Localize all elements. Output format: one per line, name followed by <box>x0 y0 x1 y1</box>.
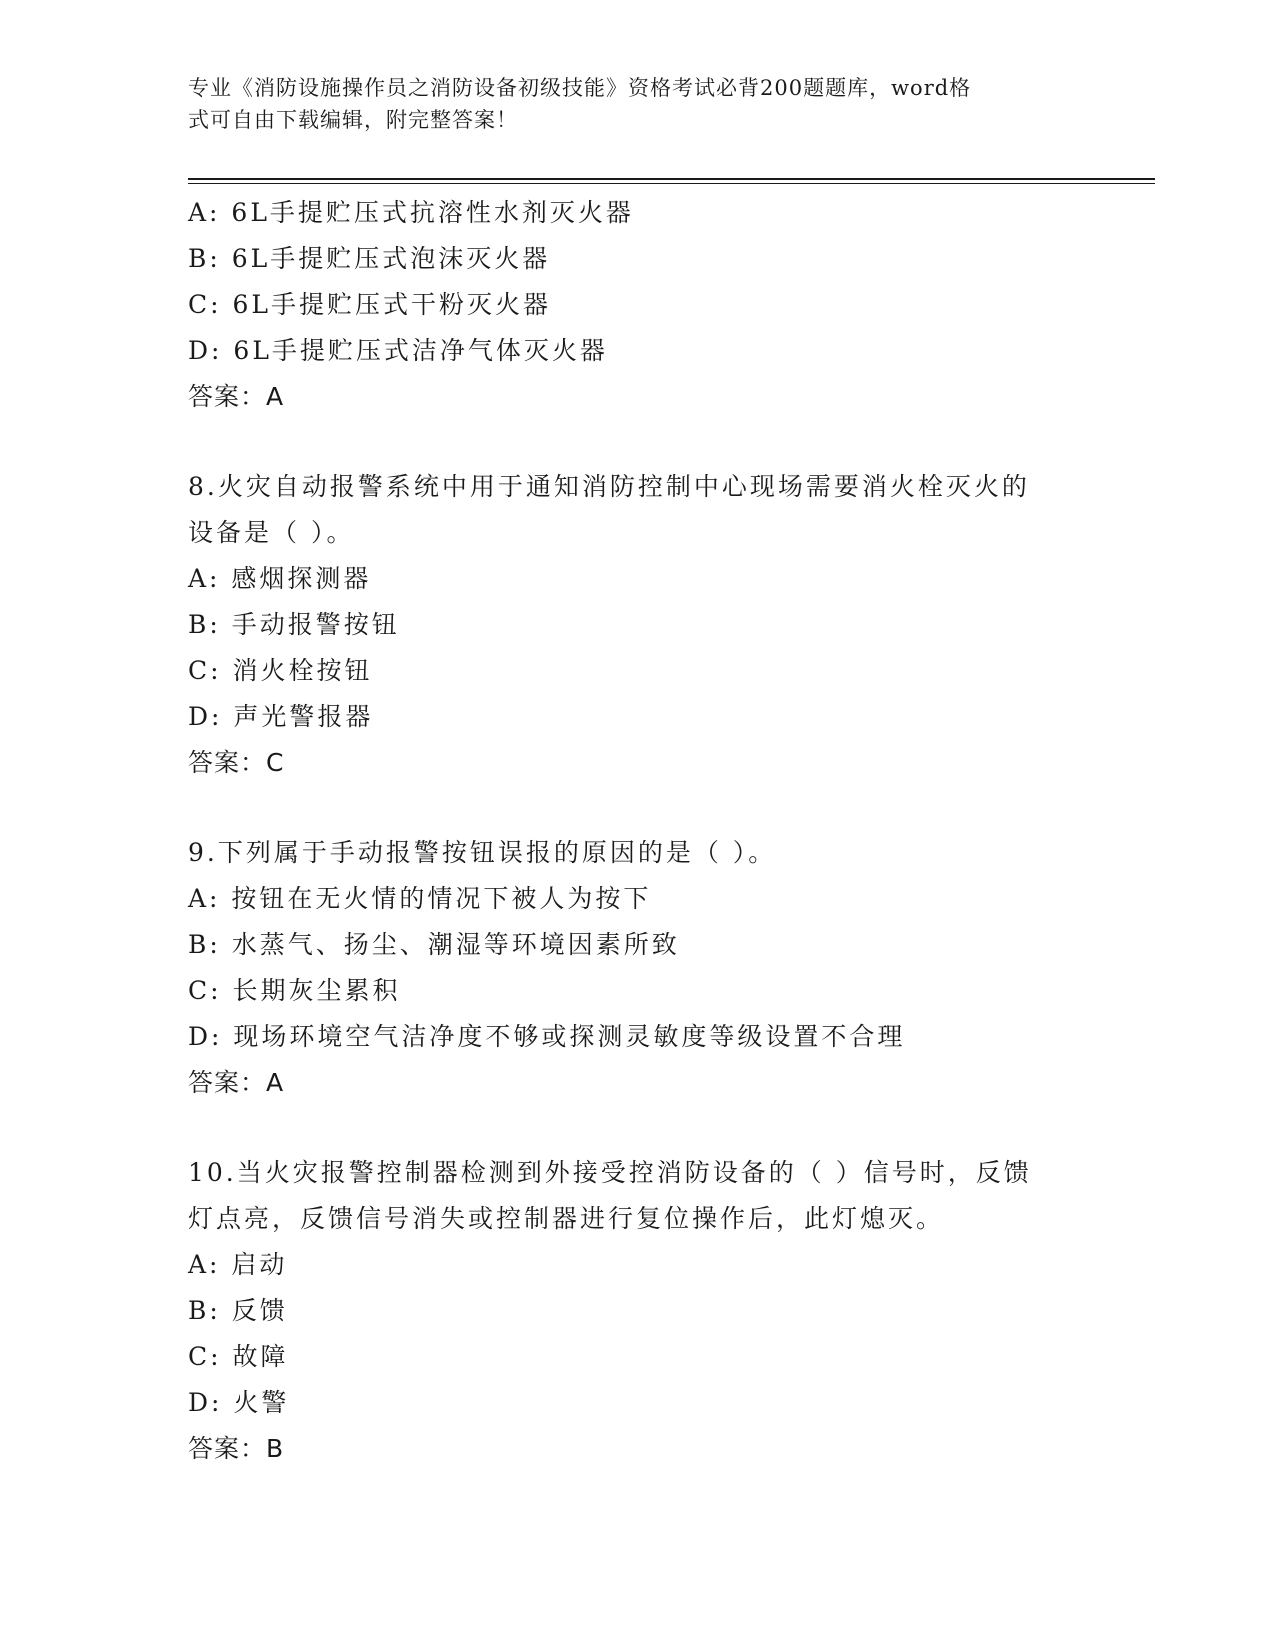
option-b: B: 6L手提贮压式泡沫灭火器 <box>188 244 551 273</box>
question-stem: 9.下列属于手动报警按钮误报的原因的是（ ）。 <box>188 838 777 867</box>
option-a: A: 感烟探测器 <box>188 564 372 593</box>
question-10 <box>188 1150 1128 1472</box>
document-header <box>188 72 1068 136</box>
question-9 <box>188 830 1128 1106</box>
option-d: D: 声光警报器 <box>188 702 374 731</box>
answer: 答案：A <box>188 1068 285 1097</box>
option-c: C: 故障 <box>188 1342 289 1371</box>
option-b: B: 手动报警按钮 <box>188 610 400 639</box>
option-a: A: 启动 <box>188 1250 288 1279</box>
option-c: C: 长期灰尘累积 <box>188 976 401 1005</box>
header-line-1: 专业《消防设施操作员之消防设备初级技能》资格考试必背200题题库，word格 <box>188 76 972 100</box>
option-c: C: 消火栓按钮 <box>188 656 373 685</box>
option-d: D: 6L手提贮压式洁净气体灭火器 <box>188 336 608 365</box>
answer: 答案：B <box>188 1434 285 1463</box>
question-7 <box>188 190 1128 420</box>
spacer <box>188 420 1128 464</box>
option-c: C: 6L手提贮压式干粉灭火器 <box>188 290 552 319</box>
option-d: D: 现场环境空气洁净度不够或探测灵敏度等级设置不合理 <box>188 1022 906 1051</box>
option-a: A: 6L手提贮压式抗溶性水剂灭火器 <box>188 198 634 227</box>
question-8 <box>188 464 1128 786</box>
question-list <box>188 190 1128 1472</box>
answer: 答案：A <box>188 382 285 411</box>
header-line-2: 式可自由下载编辑，附完整答案！ <box>188 108 518 132</box>
option-d: D: 火警 <box>188 1388 290 1417</box>
option-a: A: 按钮在无火情的情况下被人为按下 <box>188 884 652 913</box>
question-stem: 8.火灾自动报警系统中用于通知消防控制中心现场需要消火栓灭火的 <box>188 472 1030 501</box>
option-b: B: 反馈 <box>188 1296 288 1325</box>
spacer <box>188 1106 1128 1150</box>
question-stem-continued: 灯点亮，反馈信号消失或控制器进行复位操作后，此灯熄灭。 <box>188 1204 945 1233</box>
question-stem-continued: 设备是（ ）。 <box>188 518 355 547</box>
spacer <box>188 786 1128 830</box>
question-stem: 10.当火灾报警控制器检测到外接受控消防设备的（ ）信号时，反馈 <box>188 1158 1032 1187</box>
header-divider-thin <box>188 183 1155 184</box>
header-divider-thick <box>188 178 1155 180</box>
answer: 答案：C <box>188 748 285 777</box>
option-b: B: 水蒸气、扬尘、潮湿等环境因素所致 <box>188 930 680 959</box>
